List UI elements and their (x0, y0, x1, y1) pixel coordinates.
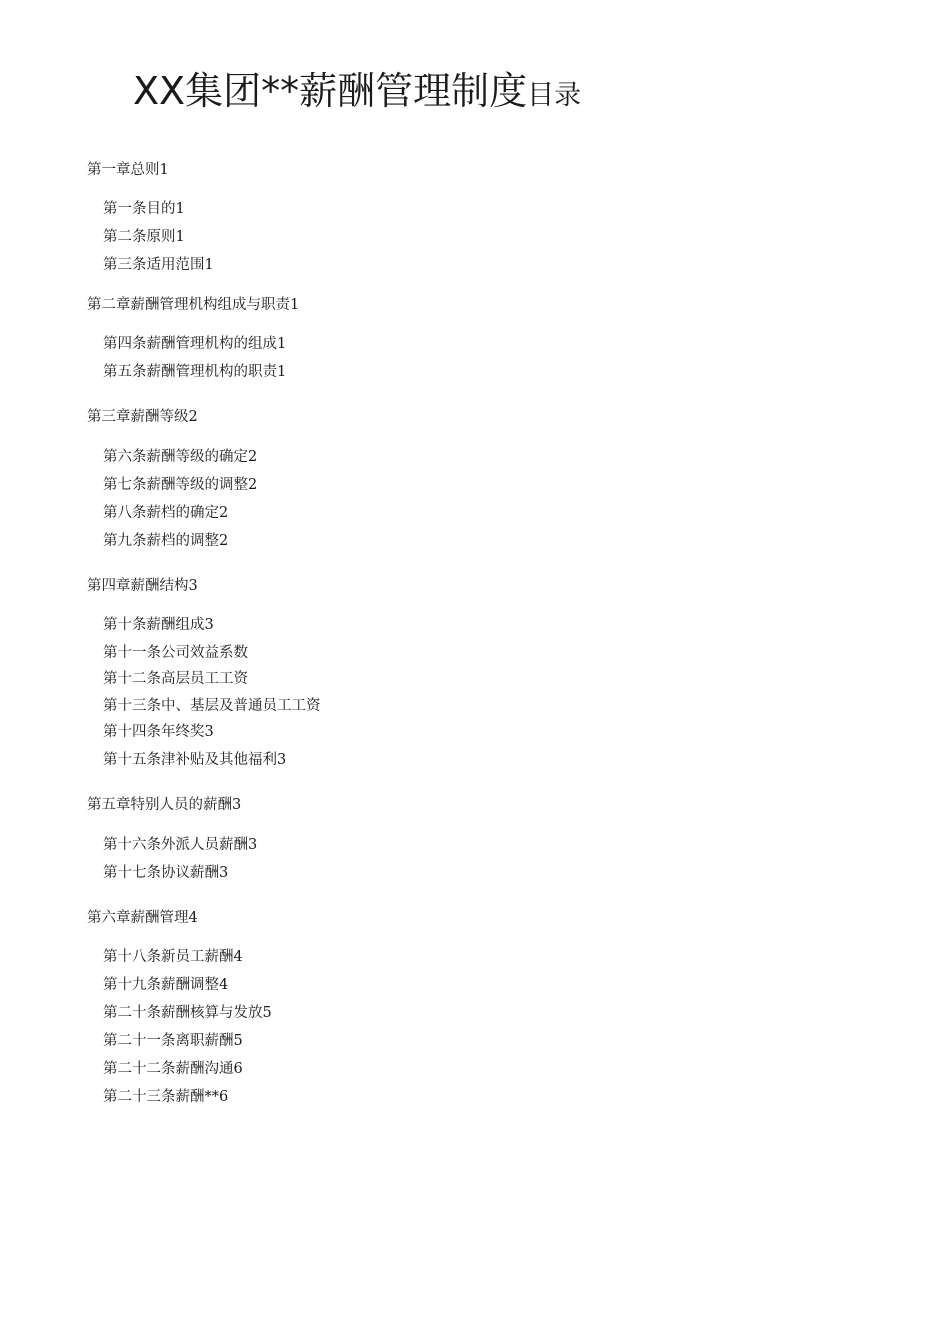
toc-article: 第九条薪档的调整2 (103, 533, 229, 549)
toc-article: 第十三条中、基层及普通员工工资 (103, 698, 321, 714)
toc-article: 第三条适用范围1 (103, 257, 214, 273)
toc-article: 第四条薪酬管理机构的组成1 (103, 336, 287, 352)
toc-article: 第十一条公司效益系数 (103, 645, 248, 661)
toc-article: 第二十条薪酬核算与发放5 (103, 1005, 272, 1021)
toc-article: 第二十一条离职薪酬5 (103, 1033, 243, 1049)
toc-article: 第十九条薪酬调整4 (103, 977, 229, 993)
toc-chapter: 第三章薪酬等级2 (87, 409, 198, 425)
toc-article: 第六条薪酬等级的确定2 (103, 449, 258, 465)
toc-chapter: 第六章薪酬管理4 (87, 910, 198, 926)
toc-article: 第十五条津补贴及其他福利3 (103, 752, 287, 768)
toc-article: 第十二条高层员工工资 (103, 671, 248, 687)
toc-article: 第十条薪酬组成3 (103, 617, 214, 633)
toc-article: 第二条原则1 (103, 229, 185, 245)
toc-chapter: 第四章薪酬结构3 (87, 578, 198, 594)
document-title-main: XX集团**薪酬管理制度 (133, 69, 528, 113)
toc-chapter: 第一章总则1 (87, 162, 169, 178)
document-title (133, 69, 582, 113)
toc-article: 第二十三条薪酬**6 (103, 1089, 229, 1105)
document-title-suffix: 目录 (527, 80, 582, 111)
toc-article: 第十八条新员工薪酬4 (103, 949, 243, 965)
toc-chapter: 第二章薪酬管理机构组成与职责1 (87, 297, 300, 313)
toc-article: 第十六条外派人员薪酬3 (103, 837, 258, 853)
toc-article: 第十四条年终奖3 (103, 724, 214, 740)
toc-article: 第五条薪酬管理机构的职责1 (103, 364, 287, 380)
toc-article: 第二十二条薪酬沟通6 (103, 1061, 243, 1077)
toc-chapter: 第五章特别人员的薪酬3 (87, 797, 242, 813)
toc-article: 第八条薪档的确定2 (103, 505, 229, 521)
toc-article: 第十七条协议薪酬3 (103, 865, 229, 881)
toc-article: 第一条目的1 (103, 201, 185, 217)
toc-article: 第七条薪酬等级的调整2 (103, 477, 258, 493)
